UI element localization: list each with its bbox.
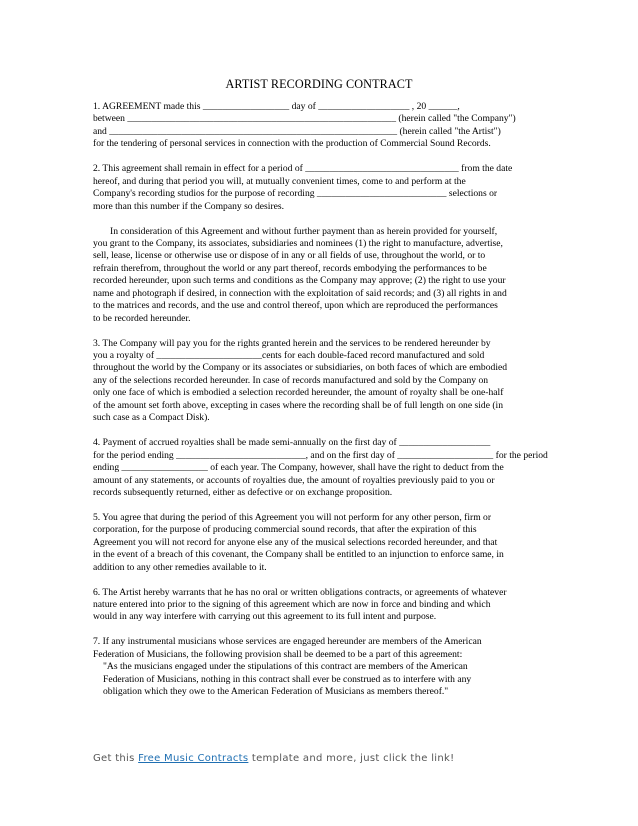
quote-line: obligation which they owe to the American Federation of Musicians as members thereof." (103, 686, 449, 698)
footer-suffix: template and more, just click the link! (248, 753, 455, 764)
footer-promo (93, 753, 454, 764)
paragraph-line: only one face of which is embodied a selection recorded hereunder, the amount of royalty shall be one-half (93, 387, 504, 399)
paragraph-line: for the period ending ___________________________, and on the first day of ____________________ for the period (93, 449, 548, 461)
document-title: ARTIST RECORDING CONTRACT (225, 77, 413, 91)
paragraph-6 (93, 512, 553, 574)
paragraph-line: 3. The Company will pay you for the rights granted herein and the services to be rendered hereunder by (93, 337, 491, 349)
paragraph-line: corporation, for the purpose of producing commercial sound records, that after the expiration of this (93, 524, 477, 536)
paragraph-8 (93, 636, 553, 698)
paragraph-line: In consideration of this Agreement and without further payment than as herein provided for yourself, (110, 225, 498, 237)
footer-prefix: Get this (93, 753, 139, 764)
paragraph-line: for the tendering of personal services in connection with the production of Commercial Sound Records. (93, 138, 491, 150)
paragraph-line: Federation of Musicians, the following provision shall be deemed to be a part of this agreement: (93, 648, 463, 660)
paragraph-line: Company's recording studios for the purpose of recording ___________________________ selections or (93, 188, 498, 200)
paragraph-line: in the event of a breach of this covenant, the Company shall be entitled to an injunction to enforce same, in (93, 549, 504, 561)
quote-line: Federation of Musicians, nothing in this contract shall ever be construed as to interfere with any (103, 673, 472, 685)
paragraph-line: to the matrices and records, and the use and control thereof, upon which are reproduced the performances (93, 300, 498, 312)
paragraph-line: would in any way interfere with carrying out this agreement to its full intent and purpose. (93, 611, 437, 623)
paragraph-line: any of the selections recorded hereunder. In case of records manufactured and sold by the Company on (93, 374, 489, 386)
paragraph-line: you a royalty of ______________________cents for each double-faced record manufactured and sold (93, 350, 485, 362)
free-music-contracts-link[interactable]: Free Music Contracts (138, 753, 249, 764)
paragraph-line: sell, lease, license or otherwise use or dispose of in any or all fields of use, throughout the world, or to (93, 250, 486, 262)
paragraph-line: refrain therefrom, throughout the world or any part thereof, records embodying the performances to be (93, 262, 487, 274)
paragraph-line: nature entered into prior to the signing of this agreement which are now in force and binding and which (93, 599, 491, 611)
quote-line: "As the musicians engaged under the stipulations of this contract are members of the American (103, 661, 468, 673)
paragraph-line: 6. The Artist hereby warrants that he has no oral or written obligations contracts, or agreements of whatever (93, 586, 507, 598)
contract-body (93, 101, 553, 711)
paragraph-line: amount of any statements, or accounts of royalties due, the amount of royalties previously paid to you or (93, 474, 495, 486)
paragraph-line: 1. AGREEMENT made this __________________ day of ___________________ , 20 ______, (93, 101, 460, 112)
paragraph-line: between ________________________________________________________ (herein called "the Company") (93, 113, 516, 125)
paragraph-line: you grant to the Company, its associates, subsidiaries and nominees (1) the right to manufacture, advertise, (93, 237, 503, 249)
paragraph-line: throughout the world by the Company or its associates or subsidiaries, on both faces of which are embodied (93, 362, 508, 374)
paragraph-line: of the amount set forth above, excepting in cases where the recording shall be of full length on one side (in (93, 399, 504, 411)
paragraph-2 (93, 163, 553, 213)
paragraph-7 (93, 587, 553, 624)
paragraph-4 (93, 338, 553, 425)
paragraph-line: 4. Payment of accrued royalties shall be made semi-annually on the first day of ___________________ (93, 437, 491, 449)
paragraph-line: addition to any other remedies available to it. (93, 561, 267, 573)
paragraph-line: 2. This agreement shall remain in effect for a period of ________________________________ from the date (93, 163, 513, 175)
paragraph-3 (93, 226, 553, 326)
paragraph-line: hereof, and during that period you will, at mutually convenient times, come to and perform at the (93, 175, 466, 187)
paragraph-line: such case as a Compact Disk). (93, 412, 210, 424)
paragraph-line: name and photograph if desired, in connection with the exploitation of said records; and (3) all rights in and (93, 287, 507, 299)
paragraph-line: to be recorded hereunder. (93, 312, 191, 324)
paragraph-line: and ____________________________________________________________ (herein called "the Artist") (93, 125, 501, 137)
paragraph-line: more than this number if the Company so desires. (93, 200, 285, 212)
paragraph-line: Agreement you will not record for anyone else any of the musical selections recorded hereunder, and that (93, 536, 498, 548)
paragraph-5 (93, 437, 553, 499)
paragraph-line: records subsequently returned, either as defective or on exchange proposition. (93, 486, 393, 498)
paragraph-line: 7. If any instrumental musicians whose services are engaged hereunder are members of the American (93, 636, 482, 648)
paragraph-line: recorded hereunder, upon such terms and conditions as the Company may approve; (2) the right to use your (93, 275, 506, 287)
paragraph-line: ending __________________ of each year. The Company, however, shall have the right to deduct from the (93, 462, 504, 474)
paragraph-line: 5. You agree that during the period of this Agreement you will not perform for any other person, firm or (93, 511, 492, 523)
paragraph-1 (93, 101, 553, 151)
